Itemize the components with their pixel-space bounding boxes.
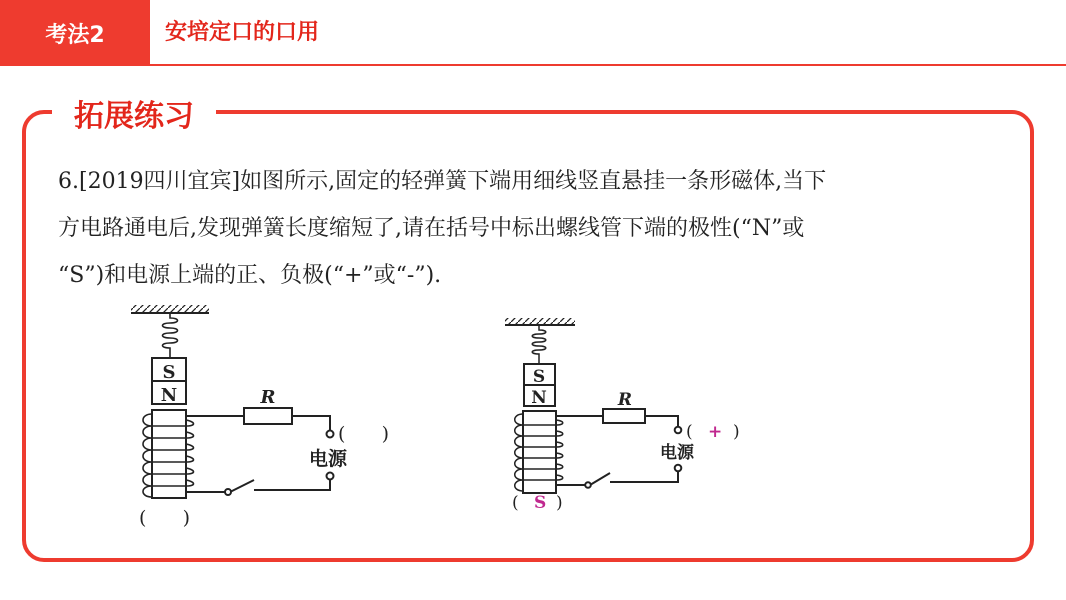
section-title: 拓展练习 [52, 95, 216, 139]
terminal-icon [675, 427, 682, 434]
resistor-icon [603, 409, 645, 423]
coil-polarity-answer: S [534, 493, 547, 513]
coil-bracket-open: ( [512, 493, 519, 513]
terminal-icon [327, 473, 334, 480]
question-line-2: 方电路通电后,发现弹簧长度缩短了,请在括号中标出螺线管下端的极性(“N”或 [58, 216, 805, 241]
magnet-pole-top: S [162, 362, 176, 383]
question-line-3: “S”)和电源上端的正、负极(“+”或“-”). [58, 263, 442, 288]
power-source-label: 电源 [309, 448, 348, 470]
source-polarity-answer: + [708, 422, 723, 442]
switch-icon [590, 473, 610, 485]
terminal-icon [327, 431, 334, 438]
method-tag: 考法2 [0, 0, 150, 66]
source-polarity-bracket: ( ) [338, 423, 390, 445]
power-source-label: 电源 [660, 443, 694, 463]
magnet-pole-bottom: N [160, 385, 178, 406]
coil-polarity-bracket: ( ) [139, 507, 191, 529]
resistor-icon [244, 408, 292, 424]
magnet-pole-bottom: N [531, 388, 547, 408]
ceiling-icon [131, 305, 209, 313]
solenoid-coil-icon [143, 410, 194, 498]
terminal-icon [675, 465, 682, 472]
magnet-pole-top: S [532, 367, 546, 387]
spring-icon [163, 313, 178, 358]
coil-bracket-close: ) [556, 493, 563, 513]
page-title: 安培定口的口用 [165, 20, 320, 45]
question-line-1: 6.[2019四川宜宾]如图所示,固定的轻弹簧下端用细线竖直悬挂一条形磁体,当下 [58, 169, 827, 194]
ceiling-icon [505, 318, 575, 325]
spring-icon [532, 325, 546, 364]
resistor-label: R [260, 387, 276, 408]
source-bracket-open: ( [686, 422, 693, 442]
resistor-label: R [617, 390, 633, 410]
switch-icon [230, 480, 254, 492]
source-bracket-close: ) [733, 422, 740, 442]
solenoid-coil-icon [515, 411, 563, 493]
